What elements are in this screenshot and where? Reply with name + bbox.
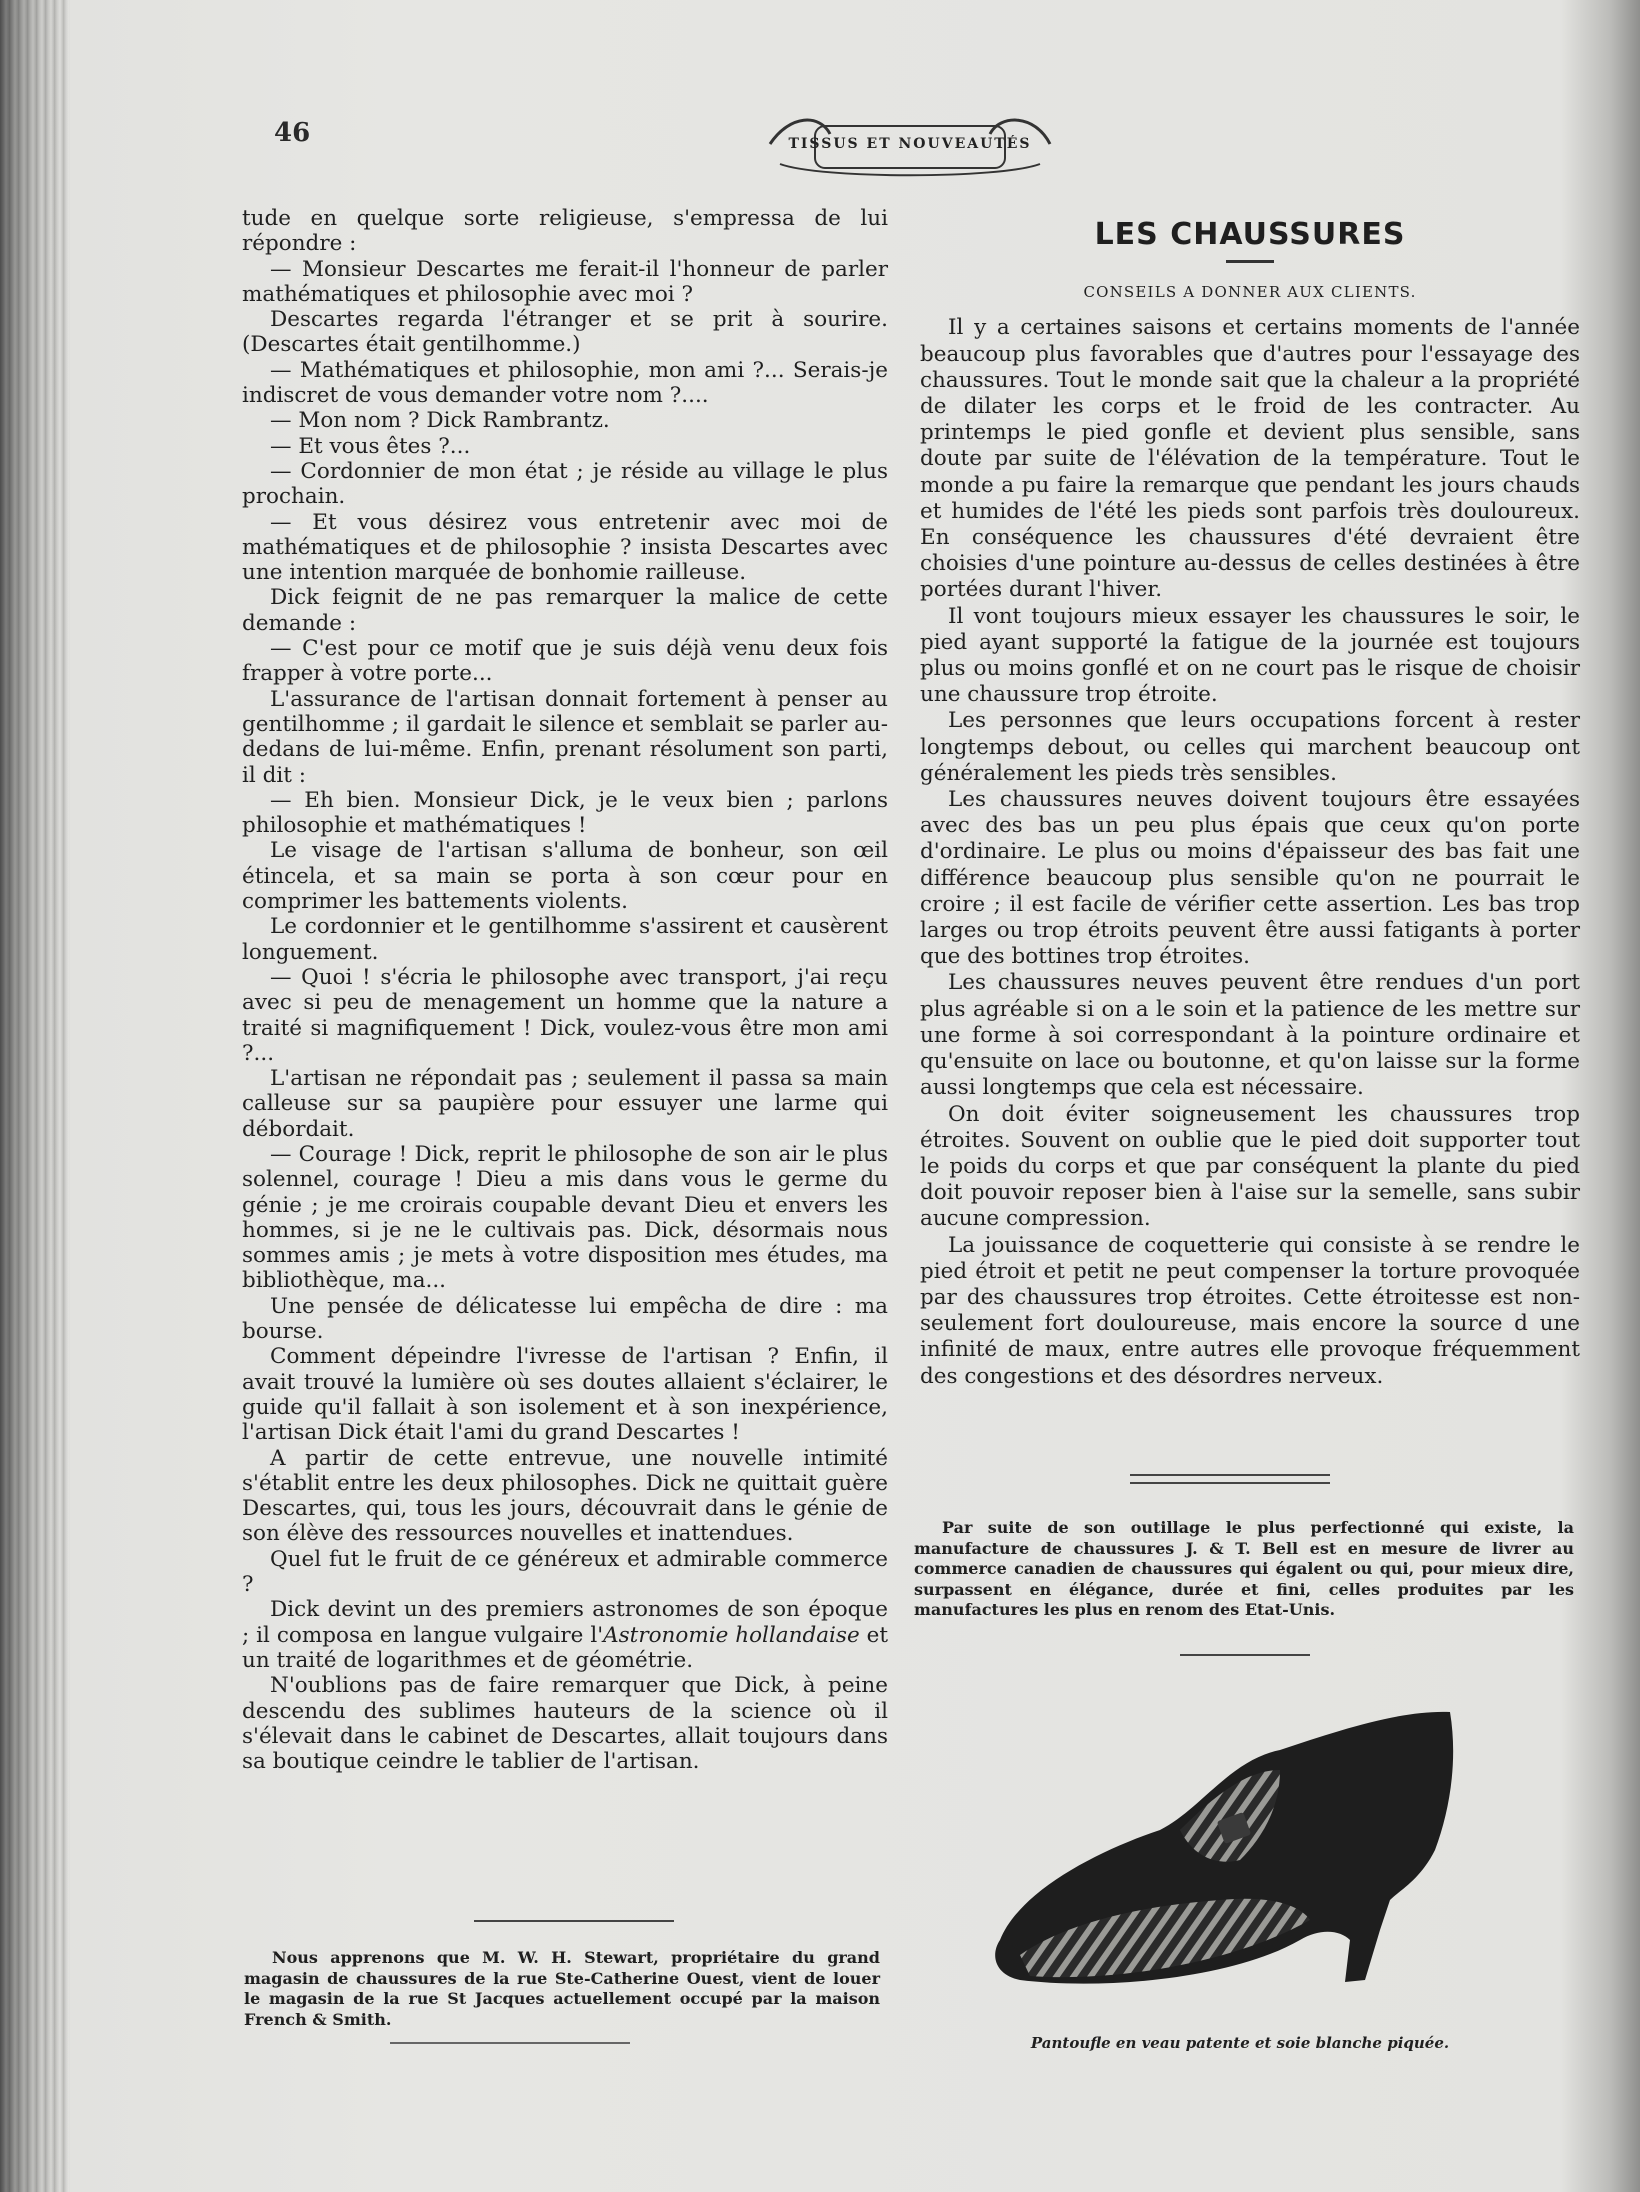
left-column <box>242 206 888 1774</box>
paragraph: tude en quelque sorte religieuse, s'empressa de lui répondre : <box>242 206 888 257</box>
paragraph: Le cordonnier et le gentilhomme s'assirent et causèrent longuement. <box>242 914 888 965</box>
paragraph: On doit éviter soigneusement les chaussures trop étroites. Souvent on oublie que le pied doit supporter tout le poids du corps et que par conséquent la plante du pied doit pouvoir reposer bien à l'aise sur la semelle, sans subir aucune compression. <box>920 1101 1580 1232</box>
divider-rule <box>474 1920 674 1922</box>
slipper-illustration <box>980 1690 1500 1990</box>
paragraph: — Mathématiques et philosophie, mon ami ?... Serais-je indiscret de vous demander votre nom ?.... <box>242 357 888 409</box>
paragraph: A partir de cette entrevue, une nouvelle intimité s'établit entre les deux philosophes. Dick ne quittait guère Descartes, qui, tous les jours, découvrait dans le génie de son élève des ressources nouvelles et inattendues. <box>242 1445 888 1547</box>
paragraph: Comment dépeindre l'ivresse de l'artisan ? Enfin, il avait trouvé la lumière où ses doutes allaient s'éclairer, le guide qu'il fallait à son isolement et à son inexpérience, l'artisan Dick était l'ami du grand Descartes ! <box>242 1344 888 1446</box>
paragraph: — Et vous êtes ?... <box>270 433 471 459</box>
paragraph-astronomy <box>242 1597 888 1673</box>
paragraph: Une pensée de délicatesse lui empêcha de dire : ma bourse. <box>242 1293 888 1345</box>
paragraph: — C'est pour ce motif que je suis déjà venu deux fois frapper à votre porte... <box>242 636 888 687</box>
bell-notice: Par suite de son outillage le plus perfectionné qui existe, la manufacture de chaussures J. & T. Bell est en mesure de livrer au commerce canadien de chaussures qui égalent ou qui, pour mieux dire, surpassent en élégance, durée et fini, celles produites par les manufactures les plus en renom des Etat-Unis. <box>914 1518 1574 1619</box>
paragraph: La jouissance de coquetterie qui consiste à se rendre le pied étroit et petit ne peut compenser la torture provoquée par des chaussures trop étroites. Cette étroitesse est non-seulement fort douloureuse, mais encore la source d une infinité de maux, entre autres elle provoque fréquemment des congestions et des désordres nerveux. <box>920 1232 1580 1389</box>
book-title: Astronomie hollandaise <box>603 1622 860 1648</box>
paragraph: — Mon nom ? Dick Rambrantz. <box>270 408 610 434</box>
paragraph: L'assurance de l'artisan donnait fortement à penser au gentilhomme ; il gardait le silence et semblait se parler au-dedans de lui-même. Enfin, prenant résolument son parti, il dit : <box>242 686 888 788</box>
divider-rule-bottom <box>390 2042 630 2044</box>
article-subtitle: CONSEILS A DONNER AUX CLIENTS. <box>1083 283 1417 302</box>
paragraph: Descartes regarda l'étranger et se prit à sourire. (Descartes était gentilhomme.) <box>242 307 888 358</box>
illustration-caption: Pantoufle en veau patente et soie blanche piquée. <box>1030 2034 1450 2052</box>
masthead-logo <box>760 104 1060 184</box>
masthead-logo-graphic <box>760 104 1060 184</box>
paragraph: — Monsieur Descartes me ferait-il l'honneur de parler mathématiques et philosophie avec moi ? <box>242 256 888 307</box>
paragraph: — Eh bien. Monsieur Dick, je le veux bien ; parlons philosophie et mathématiques ! <box>242 787 888 839</box>
double-divider-rule <box>1130 1474 1330 1484</box>
paragraph: Il y a certaines saisons et certains moments de l'année beaucoup plus favorables que d'autres pour l'essayage des chaussures. Tout le monde sait que la chaleur a la propriété de dilater les corps et le froid de les contracter. Au printemps le pied gonfle et devient plus sensible, sans doute par suite de l'élévation de la température. Tout le monde a pu faire la remarque que pendant les jours chauds et humides de l'été les pieds sont parfois très douloureux. En conséquence les chaussures d'été devraient être choisies d'une pointure au-dessus de celles destinées à être portées durant l'hiver. <box>920 315 1580 603</box>
divider-rule <box>1180 1654 1310 1656</box>
title-rule <box>1226 260 1274 263</box>
masthead-text: TISSUS ET NOUVEAUTÉS <box>788 136 1032 152</box>
stewart-notice: Nous apprenons que M. W. H. Stewart, propriétaire du grand magasin de chaussures de la rue Ste-Catherine Ouest, vient de louer le magasin de la rue St Jacques actuellement occupé par la maison French & Smith. <box>244 1948 880 2029</box>
paragraph: Le visage de l'artisan s'alluma de bonheur, son œil étincela, et sa main se porta à son cœur pour en comprimer les battements violents. <box>242 838 888 915</box>
paragraph: Les chaussures neuves doivent toujours être essayées avec des bas un peu plus épais que ceux qu'on porte d'ordinaire. Le plus ou moins d'épaisseur des bas fait une différence beaucoup plus sensible qu'on ne pourrait le croire ; il est facile de vérifier cette assertion. Les bas trop larges ou trop étroits peuvent être aussi fatigants à porter que des bottines trop étroites. <box>920 787 1580 970</box>
paragraph: Dick feignit de ne pas remarquer la malice de cette demande : <box>242 585 888 636</box>
paragraph: Quel fut le fruit de ce généreux et admirable commerce ? <box>242 1546 888 1598</box>
paragraph: N'oublions pas de faire remarquer que Dick, à peine descendu des sublimes hauteurs de la science où il s'élevait dans le cabinet de Descartes, allait toujours dans sa boutique ceindre le tablier de l'artisan. <box>242 1673 888 1775</box>
astronomy-text-after: et un traité de logarithmes et de géométrie. <box>242 1622 888 1673</box>
article-title: LES CHAUSSURES <box>1094 217 1406 252</box>
paragraph: Il vont toujours mieux essayer les chaussures le soir, le pied ayant supporté la fatigue de la journée est toujours plus ou moins gonflé et on ne court pas le risque de choisir une chaussure trop étroite. <box>920 603 1580 708</box>
page-number: 46 <box>274 118 311 148</box>
paragraph: — Cordonnier de mon état ; je réside au village le plus prochain. <box>242 458 888 510</box>
paragraph: — Et vous désirez vous entretenir avec moi de mathématiques et de philosophie ? insista Descartes avec une intention marquée de bonhomie railleuse. <box>242 509 888 586</box>
paragraph: Les chaussures neuves peuvent être rendues d'un port plus agréable si on a le soin et la patience de les mettre sur une forme à soi correspondant à la pointure ordinaire et qu'ensuite on lace ou boutonne, et qu'on laisse sur la forme aussi longtemps que cela est nécessaire. <box>920 970 1580 1101</box>
paragraph: — Quoi ! s'écria le philosophe avec transport, j'ai reçu avec si peu de menagement un homme que la nature a traité si magnifiquement ! Dick, voulez-vous être mon ami ?... <box>242 964 888 1066</box>
paragraph: Les personnes que leurs occupations forcent à rester longtemps debout, ou celles qui marchent beaucoup ont généralement les pieds très sensibles. <box>920 708 1580 786</box>
paragraph: L'artisan ne répondait pas ; seulement il passa sa main calleuse sur sa paupière pour essuyer une larme qui débordait. <box>242 1066 888 1142</box>
slipper-drawing <box>980 1690 1500 1990</box>
book-binding-edge <box>0 0 70 2192</box>
paragraph: — Courage ! Dick, reprit le philosophe de son air le plus solennel, courage ! Dieu a mis dans vous le germe du génie ; je me croirais coupable devant Dieu et envers les hommes, si je ne le cultivais pas. Dick, désormais nous sommes amis ; je mets à votre disposition mes études, ma bibliothèque, ma... <box>242 1141 888 1294</box>
right-column <box>920 210 1580 1390</box>
astronomy-text-before: Dick devint un des premiers astronomes de son époque ; il composa en langue vulgaire l' <box>242 1597 888 1648</box>
